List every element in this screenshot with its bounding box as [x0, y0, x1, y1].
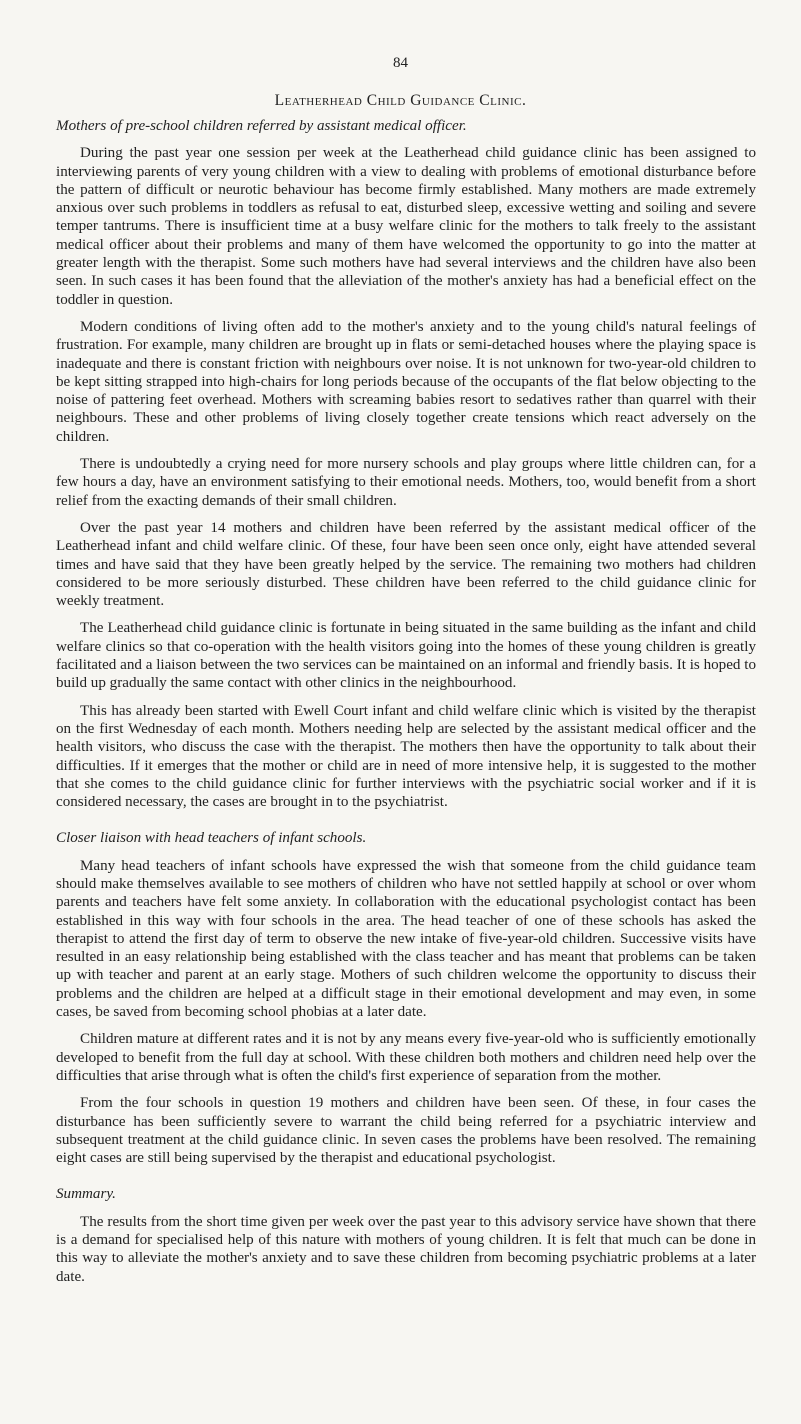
- page-title: Leatherhead Child Guidance Clinic.: [274, 92, 527, 109]
- document-body: [56, 117, 756, 1295]
- paragraph: From the four schools in question 19 mothers and children have been seen. Of these, in four cases the disturbance has been sufficiently severe to warrant the child being referred for a psychiatric interview and subsequent treatment at the child guidance clinic. In seven cases the problems have been resolved. The remaining eight cases are still being supervised by the therapist and educational psychologist.: [56, 1095, 756, 1167]
- section-summary: [56, 1185, 756, 1285]
- section-closer-liaison: [56, 829, 756, 1167]
- section-heading: Mothers of pre-school children referred by assistant medical officer.: [56, 118, 467, 134]
- paragraph: During the past year one session per week at the Leatherhead child guidance clinic has been assigned to interviewing parents of very young children with a view to dealing with problems of emotional disturbance before the pattern of difficult or neurotic behaviour has become firmly established. Many mothers are made extremely anxious over such problems in toddlers as refusal to eat, disturbed sleep, excessive wetting and soiling and severe temper tantrums. There is insufficient time at a busy welfare clinic for the mothers to talk freely to the assistant medical officer about their problems and many of them have welcomed the opportunity to go into the matter at greater length with the therapist. Some such mothers have had several interviews and the children have also been seen. In such cases it has been found that the alleviation of the mother's anxiety has had a beneficial effect on the toddler in question.: [56, 145, 756, 308]
- page-number: 84: [393, 55, 408, 71]
- section-mothers-pre-school: [56, 117, 756, 811]
- paragraph: There is undoubtedly a crying need for more nursery schools and play groups where little children can, for a few hours a day, have an environment satisfying to their emotional needs. Mothers, too, would benefit from a short relief from the exacting demands of their small children.: [56, 456, 756, 509]
- section-heading: Closer liaison with head teachers of infant schools.: [56, 830, 367, 847]
- paragraph: Modern conditions of living often add to the mother's anxiety and to the young child's natural feelings of frustration. For example, many children are brought up in flats or semi-detached houses where the playing space is inadequate and there is constant friction with neighbours over noise. It is not unknown for two-year-old children to be kept sitting strapped into high-chairs for long periods because of the occupants of the flat below objecting to the noise of pattering feet overhead. Mothers with screaming babies resort to sedatives rather than quarrel with their neighbours. These and other problems of living closely together create tensions which react adversely on the children.: [56, 318, 756, 445]
- paragraph: The Leatherhead child guidance clinic is fortunate in being situated in the same building as the infant and child welfare clinics so that co-operation with the health visitors going into the homes of these young children is greatly facilitated and a liaison between the two services can be maintained on an informal and friendly basis. It is hoped to build up gradually the same contact with other clinics in the neighbourhood.: [56, 620, 756, 692]
- paragraph: Many head teachers of infant schools have expressed the wish that someone from the child guidance team should make themselves available to see mothers of children who have not settled happily at school or over whom parents and teachers have felt some anxiety. In collaboration with the educational psychologist contact has been established in this way with four schools in the area. The head teacher of one of these schools has asked the therapist to attend the first day of term to observe the new intake of five-year-old children. Successive visits have resulted in an easy relationship being established with the class teacher and has meant that problems can be taken up with teacher and parent at an early stage. Mothers of such children welcome the opportunity to discuss their problems and the children are helped at a difficult stage in their emotional development and may even, in some cases, be saved from becoming school phobias at a later date.: [56, 857, 756, 1021]
- paragraph: Over the past year 14 mothers and children have been referred by the assistant medical officer of the Leatherhead infant and child welfare clinic. Of these, four have been seen once only, eight have attended several times and have said that they have been greatly helped by the service. The remaining two mothers had children considered to be more seriously disturbed. These children have been referred to the child guidance clinic for weekly treatment.: [56, 519, 756, 610]
- paragraph: This has already been started with Ewell Court infant and child welfare clinic which is visited by the therapist on the first Wednesday of each month. Mothers needing help are selected by the assistant medical officer and the health visitors, who discuss the case with the therapist. The mothers then have the opportunity to talk about their difficulties. If it emerges that the mother or child are in need of more intensive help, it is suggested to the mother that she comes to the child guidance clinic for further interviews with the psychiatric social worker and if it is considered necessary, the cases are brought in to the psychiatrist.: [56, 702, 756, 811]
- paragraph: Children mature at different rates and it is not by any means every five-year-old who is sufficiently emotionally developed to benefit from the full day at school. With these children both mothers and children need help over the difficulties that arise through what is often the child's first experience of separation from the mother.: [56, 1031, 756, 1084]
- section-heading: Summary.: [56, 1186, 116, 1203]
- paragraph: The results from the short time given per week over the past year to this advisory service have shown that there is a demand for specialised help of this nature with mothers of young children. It is felt that much can be done in this way to alleviate the mother's anxiety and to save these children from becoming psychiatric problems at a later date.: [56, 1213, 756, 1285]
